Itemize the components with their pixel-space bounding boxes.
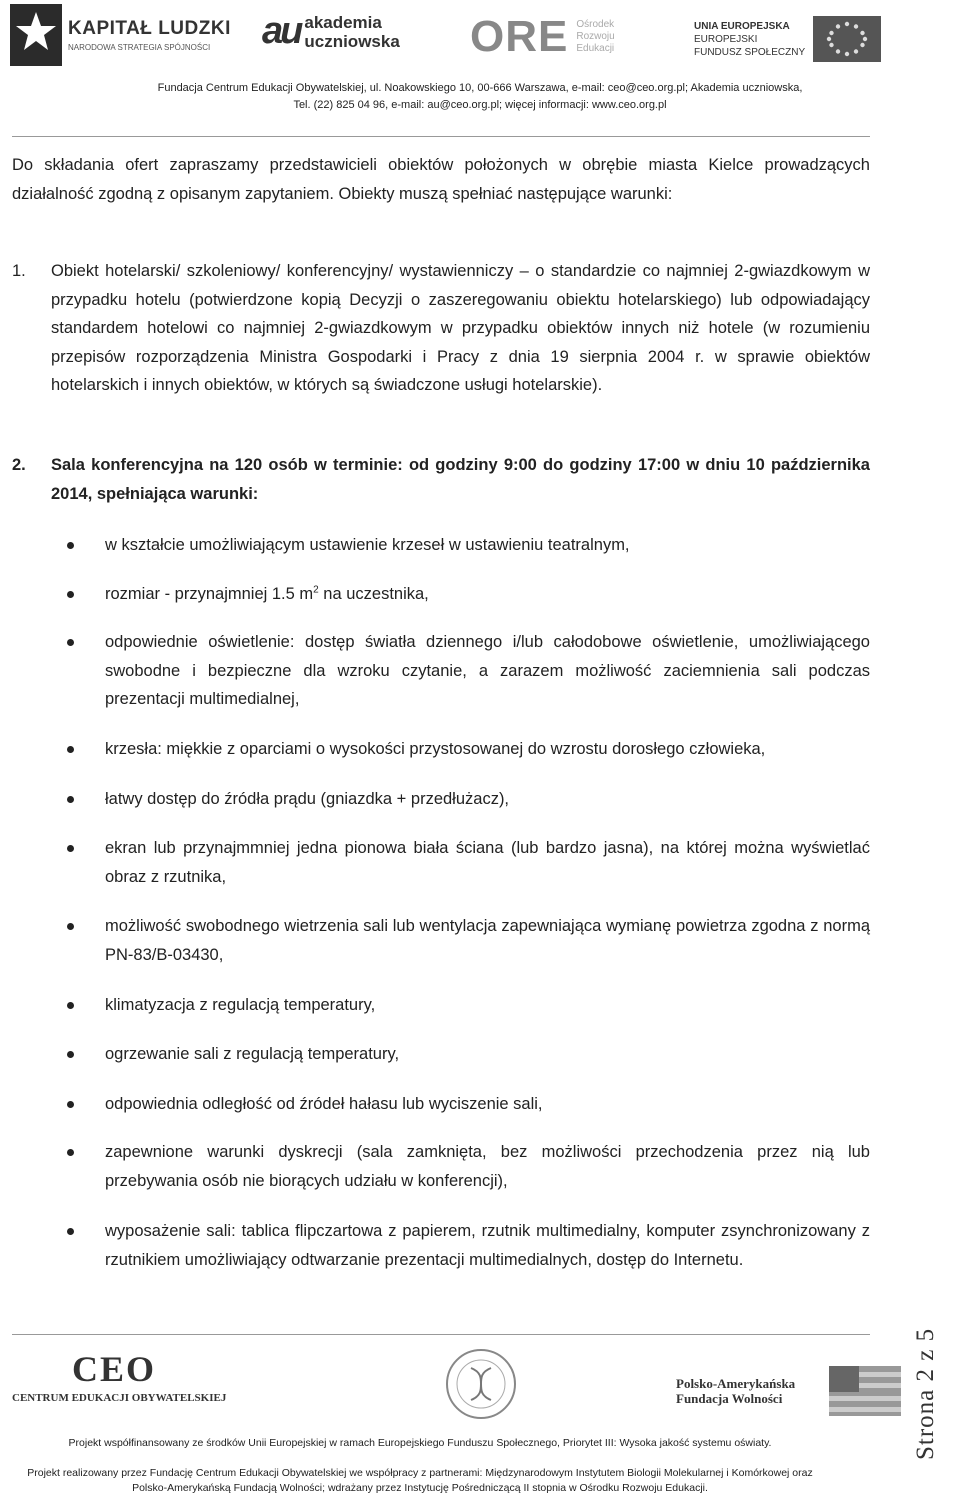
item-text: Sala konferencyjna na 120 osób w terminie: od godziny 9:00 do godziny 17:00 w dniu 10 października 2014, spełniająca warunki: xyxy=(51,456,870,503)
bullet-text-main: rozmiar - przynajmniej 1.5 m xyxy=(105,585,314,603)
numbered-item-2 xyxy=(12,451,870,508)
bullet-icon xyxy=(67,746,74,753)
ore-line3: Edukacji xyxy=(576,43,615,54)
ue-line1: UNIA EUROPEJSKA xyxy=(694,20,790,32)
bullet-item xyxy=(51,1138,870,1195)
bullet-icon xyxy=(67,542,74,549)
bullet-item xyxy=(51,531,870,560)
bullet-item xyxy=(51,1040,870,1069)
item-text: Obiekt hotelarski/ szkoleniowy/ konferencyjny/ wystawienniczy – o standardzie co najmniej 2-gwiazdkowym w przypadku hotelu (potwierdzone kopią Decyzji o zaszeregowaniu obiektu hotelarskiego) lub odpowiadający standardem hotelowi co najmniej 2-gwiazdkowym w przypadku obiektów innych niż hotele (w rozumieniu przepisów rozporządzenia Ministra Gospodarki i Pracy z dnia 19 sierpnia 2004 r. w sprawie obiektów hotelarskich i innych obiektów, w których są świadczone usługi hotelarskie). xyxy=(51,262,870,394)
bullet-text: ogrzewanie sali z regulacją temperatury, xyxy=(105,1045,400,1063)
pafw-line2: Fundacja Wolności xyxy=(676,1391,783,1406)
bullet-text: odpowiednie oświetlenie: dostęp światła dziennego i/lub całodobowe oświetlenie, umożliwiającego swobodne i bezpieczne dla wzroku czytanie, a zarazem możliwość zaciemnienia sali podczas prezentacji multimedialnej, xyxy=(105,633,870,708)
kapital-ludzki-logo xyxy=(10,4,231,66)
bullet-icon xyxy=(67,1002,74,1009)
bullet-text: ekran lub przynajmmniej jedna pionowa biała ściana (lub bardzo jasna), na której można wyświetlać obraz z rzutnika, xyxy=(105,839,870,886)
bullet-item xyxy=(51,1090,870,1119)
flag-icon xyxy=(829,1366,901,1416)
kapital-ludzki-emblem xyxy=(10,4,62,66)
intro-paragraph: Do składania ofert zapraszamy przedstawicieli obiektów położonych w obrębie miasta Kielce prowadzących działalność zgodną z opisanym zapytaniem. Obiekty muszą spełniać następujące warunki: xyxy=(12,156,870,203)
ore-mark: ORE xyxy=(470,12,569,61)
ore-line1: Ośrodek xyxy=(576,19,615,30)
bullet-icon xyxy=(67,591,74,598)
akademia-uczniowska-logo xyxy=(262,10,400,53)
bullet-text: klimatyzacja z regulacją temperatury, xyxy=(105,996,376,1014)
kapital-ludzki-title: KAPITAŁ LUDZKI xyxy=(68,18,231,39)
bullet-icon xyxy=(67,1149,74,1156)
pafw-line1: Polsko-Amerykańska xyxy=(676,1376,796,1391)
bullet-item xyxy=(51,628,870,714)
bullet-icon xyxy=(67,923,74,930)
ue-line2: EUROPEJSKI xyxy=(694,33,758,45)
eu-flag-icon xyxy=(813,16,881,62)
bullet-icon xyxy=(67,1228,74,1235)
bullet-text: łatwy dostęp do źródła prądu (gniazdka + przedłużacz), xyxy=(105,790,510,808)
ceo-line: CENTRUM EDUKACJI OBYWATELSKIEJ xyxy=(12,1392,227,1404)
header-contact-line-1: Fundacja Centrum Edukacji Obywatelskiej, ul. Noakowskiego 10, 00-666 Warszawa, e-mail: ceo@ceo.org.pl; Akademia uczniowska, xyxy=(157,82,803,94)
akademia-mark: au xyxy=(262,10,301,52)
bullet-item xyxy=(51,991,870,1020)
ceo-mark: CEO xyxy=(72,1349,157,1389)
header-divider xyxy=(12,136,870,137)
bullet-text: wyposażenie sali: tablica flipczartowa z papierem, rzutnik multimedialny, komputer zsynchronizowany z rzutnikiem umożliwiający odtwarzanie prezentacji multimedialnych, dostęp do Internetu. xyxy=(105,1222,870,1269)
ceo-logo xyxy=(12,1350,226,1404)
superscript: 2 xyxy=(313,584,319,596)
bullet-item xyxy=(51,580,870,609)
bullet-item xyxy=(51,912,870,969)
bullet-item xyxy=(51,785,870,814)
bullet-text: w kształcie umożliwiającym ustawienie krzeseł w ustawieniu teatralnym, xyxy=(105,536,630,554)
header-contact-line-2: Tel. (22) 825 04 96, e-mail: au@ceo.org.pl; więcej informacji: www.ceo.org.pl xyxy=(293,99,667,111)
ore-logo xyxy=(470,12,615,62)
pafw-logo xyxy=(676,1366,901,1416)
numbered-item-1 xyxy=(12,257,870,400)
item-number: 1. xyxy=(12,262,26,280)
bullet-item xyxy=(51,834,870,891)
bullet-text: odpowiednia odległość od źródeł hałasu lub wyciszenie sali, xyxy=(105,1095,543,1113)
bullet-text: zapewnione warunki dyskrecji (sala zamknięta, bez możliwości przechodzenia przez nią lub przebywania osób nie biorących udziału w konferencji), xyxy=(105,1143,870,1190)
item-number: 2. xyxy=(12,456,26,474)
bullet-text-tail: na uczestnika, xyxy=(318,585,429,603)
bullet-icon xyxy=(67,1101,74,1108)
bullet-icon xyxy=(67,845,74,852)
ore-line2: Rozwoju xyxy=(576,31,615,42)
footer-line-2: Projekt realizowany przez Fundację Centrum Edukacji Obywatelskiej we współpracy z partnerami: Międzynarodowym Instytutem Biologii Molekularnej i Komórkowej oraz xyxy=(27,1467,813,1479)
akademia-line1: akademia xyxy=(304,12,382,32)
bullet-item xyxy=(51,1217,870,1274)
unia-europejska-logo xyxy=(694,16,881,62)
bullet-icon xyxy=(67,796,74,803)
footer-line-3: Polsko-Amerykańską Fundacją Wolności; wdrażany przez Instytucję Pośredniczącą II stopnia w Ośrodku Rozwoju Edukacji. xyxy=(132,1482,708,1494)
kapital-ludzki-subtitle: NARODOWA STRATEGIA SPÓJNOŚCI xyxy=(68,43,211,52)
bullet-item xyxy=(51,735,870,764)
bullet-icon xyxy=(67,1051,74,1058)
bullet-icon xyxy=(67,639,74,646)
footer-line-1: Projekt współfinansowany ze środków Unii Europejskiej w ramach Europejskiego Funduszu Społecznego, Priorytet III: Wysoka jakość systemu oświaty. xyxy=(68,1437,772,1449)
bullet-text: możliwość swobodnego wietrzenia sali lub wentylacja zapewniająca wymianę powietrza zgodna z normą PN-83/B-03430, xyxy=(105,917,870,964)
bullet-text: krzesła: miękkie z oparciami o wysokości przystosowanej do wzrostu dorosłego człowieka, xyxy=(105,740,766,758)
ue-line3: FUNDUSZ SPOŁECZNY xyxy=(694,46,806,58)
page-number: Strona 2 z 5 xyxy=(912,1327,939,1460)
bullet-text xyxy=(105,580,870,609)
institute-seal-icon xyxy=(436,1346,526,1422)
akademia-line2: uczniowska xyxy=(304,31,400,51)
footer-divider xyxy=(12,1334,870,1335)
